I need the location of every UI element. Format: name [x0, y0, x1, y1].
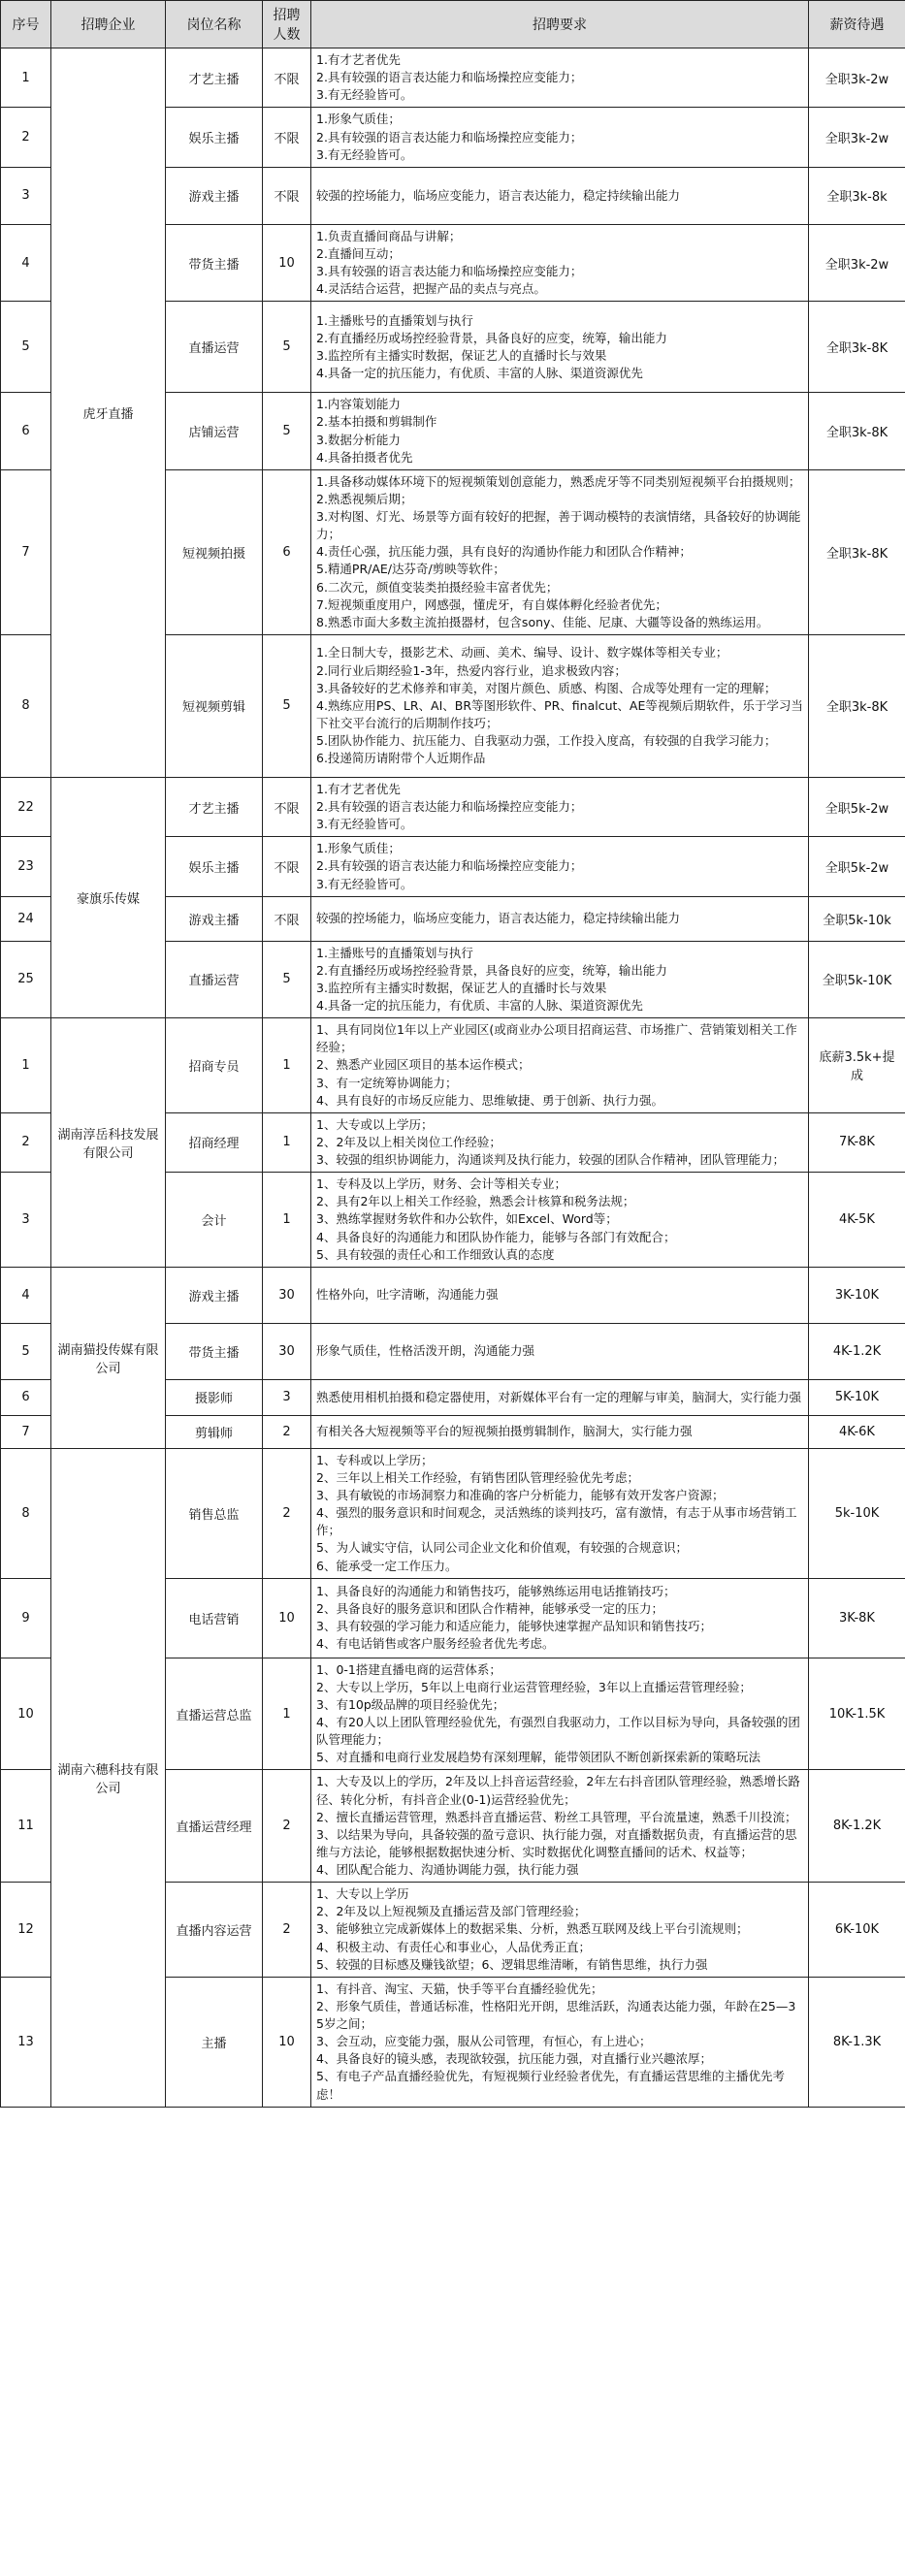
salary: 全职3k-8K [809, 302, 905, 393]
requirement-line: 2.具有较强的语言表达能力和临场操控应变能力； [316, 70, 583, 85]
row-number: 9 [1, 1578, 51, 1658]
requirement-line: 4、具备良好的镜头感，表现欲较强，抗压能力强，对直播行业兴趣浓厚； [316, 2051, 712, 2067]
requirement-line: 3、以结果为导向，具备较强的盈亏意识、执行能力强，对直播数据负责，有直播运营的思维与方法论，能够根据数据快速分析、实时数据优化调整直播间的话术、权益等； [316, 1826, 797, 1859]
hire-count: 5 [263, 393, 311, 470]
requirement-line: 1.主播账号的直播策划与执行 [316, 945, 473, 960]
hire-count: 不限 [263, 837, 311, 896]
salary: 全职3k-8K [809, 634, 905, 777]
requirement-line: 4.灵活结合运营，把握产品的卖点与亮点。 [316, 281, 546, 297]
requirements-cell [311, 302, 809, 393]
position-name: 短视频剪辑 [166, 634, 263, 777]
requirement-line: 2.基本拍摄和剪辑制作 [316, 414, 437, 430]
hire-count: 不限 [263, 108, 311, 167]
position-name: 游戏主播 [166, 167, 263, 224]
requirement-line: 3.有无经验皆可。 [316, 817, 413, 832]
hire-count: 不限 [263, 896, 311, 941]
requirement-line: 8.熟悉市面大多数主流拍摄器材，包含sony、佳能、尼康、大疆等设备的熟练运用。 [316, 614, 769, 629]
requirement-line: 7.短视频重度用户，网感强，懂虎牙，有自媒体孵化经验者优先； [316, 596, 667, 612]
hire-count: 2 [263, 1770, 311, 1883]
requirement-line: 2.有直播经历或场控经验背景，具备良好的应变，统筹，输出能力 [316, 962, 667, 978]
row-number: 23 [1, 837, 51, 896]
requirement-line: 5、为人诚实守信，认同公司企业文化和价值观，有较强的合规意识； [316, 1540, 688, 1556]
requirements-cell [311, 1267, 809, 1323]
requirement-line: 3、熟练掌握财务软件和办公软件，如Excel、Word等； [316, 1211, 618, 1227]
salary: 4K-6K [809, 1415, 905, 1448]
requirement-line: 2、具有2年以上相关工作经验，熟悉会计核算和税务法规； [316, 1194, 635, 1209]
requirement-line: 1.内容策划能力 [316, 397, 401, 412]
requirement-line: 6.投递简历请附带个人近期作品 [316, 751, 486, 766]
requirement-line: 2、三年以上相关工作经验，有销售团队管理经验优先考虑； [316, 1469, 639, 1485]
table-row [1, 48, 905, 108]
requirement-line: 1.主播账号的直播策划与执行 [316, 312, 473, 328]
requirement-line: 2.熟悉视频后期； [316, 491, 413, 506]
requirement-line: 4.熟练应用PS、LR、AI、BR等图形软件、PR、finalcut、AE等视频后期软件，乐于学习当下社交平台流行的后期制作技巧； [316, 697, 803, 730]
requirement-line: 3.具备较好的艺术修养和审美，对图片颜色、质感、构图、合成等处理有一定的理解； [316, 680, 777, 695]
requirement-line: 2、具备良好的服务意识和团队合作精神，能够承受一定的压力； [316, 1601, 663, 1616]
salary: 全职3k-2w [809, 108, 905, 167]
requirement-line: 4、强烈的服务意识和时间观念，灵活熟练的谈判技巧，富有激情，有志于从事市场营销工作； [316, 1505, 797, 1538]
row-number: 2 [1, 108, 51, 167]
requirement-line: 5、对直播和电商行业发展趋势有深刻理解，能带领团队不断创新探索新的策略玩法 [316, 1750, 760, 1765]
header-no: 序号 [1, 1, 51, 48]
requirement-line: 1.负责直播间商品与讲解； [316, 228, 462, 243]
requirement-line: 5、具有较强的责任心和工作细致认真的态度 [316, 1246, 555, 1262]
position-name: 游戏主播 [166, 1267, 263, 1323]
requirement-line: 3.监控所有主播实时数据，保证艺人的直播时长与效果 [316, 980, 607, 995]
requirement-line: 4、有电话销售或客户服务经验者优先考虑。 [316, 1636, 555, 1652]
requirement-line: 较强的控场能力，临场应变能力，语言表达能力，稳定持续输出能力 [316, 187, 681, 203]
requirement-line: 4.具备拍摄者优先 [316, 449, 413, 465]
requirements-cell [311, 167, 809, 224]
row-number: 2 [1, 1112, 51, 1172]
row-number: 4 [1, 1267, 51, 1323]
requirement-line: 1、有抖音、淘宝、天猫，快手等平台直播经验优先； [316, 1980, 603, 1996]
hire-count: 不限 [263, 777, 311, 836]
row-number: 3 [1, 167, 51, 224]
requirement-line: 2.具有较强的语言表达能力和临场操控应变能力； [316, 799, 583, 814]
position-name: 招商专员 [166, 1018, 263, 1113]
position-name: 招商经理 [166, 1112, 263, 1172]
requirements-cell [311, 224, 809, 302]
hire-count: 1 [263, 1658, 311, 1770]
salary: 全职5k-2w [809, 837, 905, 896]
hire-count: 3 [263, 1379, 311, 1415]
position-name: 才艺主播 [166, 777, 263, 836]
requirement-line: 2.有直播经历或场控经验背景，具备良好的应变，统筹，输出能力 [316, 330, 667, 345]
row-number: 10 [1, 1658, 51, 1770]
hire-count: 1 [263, 1173, 311, 1268]
position-name: 游戏主播 [166, 896, 263, 941]
requirements-cell [311, 1770, 809, 1883]
hire-count: 5 [263, 634, 311, 777]
position-name: 剪辑师 [166, 1415, 263, 1448]
header-salary: 薪资待遇 [809, 1, 905, 48]
table-row [1, 777, 905, 836]
table-header-row [1, 1, 905, 48]
salary: 10K-1.5K [809, 1658, 905, 1770]
requirement-line: 较强的控场能力，临场应变能力，语言表达能力，稳定持续输出能力 [316, 911, 681, 926]
requirement-line: 3.有无经验皆可。 [316, 876, 413, 891]
row-number: 5 [1, 1323, 51, 1379]
requirement-line: 2、熟悉产业园区项目的基本运作模式； [316, 1057, 531, 1073]
position-name: 带货主播 [166, 224, 263, 302]
requirement-line: 1、大专及以上的学历，2年及以上抖音运营经验，2年左右抖音团队管理经验，熟悉增长路径、转化分析，有抖音企业(0-1)运营经验优先； [316, 1774, 800, 1807]
requirement-line: 2.具有较强的语言表达能力和临场操控应变能力； [316, 858, 583, 874]
row-number: 6 [1, 1379, 51, 1415]
position-name: 直播运营 [166, 302, 263, 393]
position-name: 带货主播 [166, 1323, 263, 1379]
hire-count: 10 [263, 1578, 311, 1658]
header-position: 岗位名称 [166, 1, 263, 48]
requirement-line: 3、有一定统筹协调能力； [316, 1075, 458, 1090]
requirement-line: 5.精通PR/AE/达芬奇/剪映等软件； [316, 562, 505, 577]
row-number: 8 [1, 634, 51, 777]
position-name: 直播运营总监 [166, 1658, 263, 1770]
row-number: 22 [1, 777, 51, 836]
requirement-line: 有相关各大短视频等平台的短视频拍摄剪辑制作，脑洞大，实行能力强 [316, 1424, 693, 1439]
requirement-line: 3.数据分析能力 [316, 432, 401, 447]
requirement-line: 1.形象气质佳； [316, 841, 401, 856]
table-body [1, 48, 905, 2108]
position-name: 直播运营经理 [166, 1770, 263, 1883]
requirements-cell [311, 1018, 809, 1113]
row-number: 7 [1, 1415, 51, 1448]
hire-count: 30 [263, 1323, 311, 1379]
table-row [1, 1267, 905, 1323]
salary: 全职3k-8k [809, 167, 905, 224]
position-name: 直播运营 [166, 941, 263, 1018]
requirement-line: 1、专科及以上学历，财务、会计等相关专业； [316, 1176, 566, 1192]
requirement-line: 1、大专或以上学历； [316, 1116, 434, 1132]
requirements-cell [311, 1977, 809, 2107]
requirement-line: 1.具备移动媒体环境下的短视频策划创意能力，熟悉虎牙等不同类别短视频平台拍摄规则； [316, 473, 801, 489]
salary: 4K-5K [809, 1173, 905, 1268]
requirements-cell [311, 1415, 809, 1448]
requirement-line: 3、能够独立完成新媒体上的数据采集、分析，熟悉互联网及线上平台引流规则； [316, 1921, 749, 1937]
requirements-cell [311, 837, 809, 896]
hire-count: 10 [263, 1977, 311, 2107]
requirement-line: 1.全日制大专，摄影艺术、动画、美术、编导、设计、数字媒体等相关专业； [316, 645, 728, 660]
requirements-cell [311, 48, 809, 108]
company-name: 湖南淳岳科技发展有限公司 [51, 1018, 166, 1268]
requirement-line: 4.具备一定的抗压能力，有优质、丰富的人脉、渠道资源优先 [316, 365, 643, 380]
row-number: 1 [1, 48, 51, 108]
salary: 5k-10K [809, 1448, 905, 1578]
requirement-line: 1、具有同岗位1年以上产业园区(或商业办公项目招商运营、市场推广、营销策划相关工作经验； [316, 1022, 797, 1055]
requirement-line: 3、较强的组织协调能力，沟通谈判及执行能力，较强的团队合作精神，团队管理能力； [316, 1152, 785, 1167]
requirement-line: 熟悉使用相机拍摄和稳定器使用，对新媒体平台有一定的理解与审美，脑洞大，实行能力强 [316, 1389, 802, 1404]
hire-count: 1 [263, 1112, 311, 1172]
position-name: 电话营销 [166, 1578, 263, 1658]
header-requirements: 招聘要求 [311, 1, 809, 48]
salary: 5K-10K [809, 1379, 905, 1415]
salary: 7K-8K [809, 1112, 905, 1172]
row-number: 3 [1, 1173, 51, 1268]
requirement-line: 3.具有较强的语言表达能力和临场操控应变能力； [316, 264, 583, 278]
table-row [1, 1018, 905, 1113]
requirement-line: 4.责任心强，抗压能力强，具有良好的沟通协作能力和团队合作精神； [316, 544, 692, 560]
requirement-line: 3.对构图、灯光、场景等方面有较好的把握，善于调动模特的表演情绪，具备较好的协调能力； [316, 509, 801, 542]
hire-count: 2 [263, 1883, 311, 1978]
row-number: 4 [1, 224, 51, 302]
position-name: 才艺主播 [166, 48, 263, 108]
salary: 全职5k-10k [809, 896, 905, 941]
salary: 全职5k-2w [809, 777, 905, 836]
requirement-line: 3.有无经验皆可。 [316, 146, 413, 162]
requirements-cell [311, 1323, 809, 1379]
table-row [1, 1448, 905, 1578]
requirement-line: 3、具有较强的学习能力和适应能力，能够快速掌握产品知识和销售技巧； [316, 1619, 712, 1634]
position-name: 娱乐主播 [166, 837, 263, 896]
requirement-line: 1、大专以上学历 [316, 1886, 409, 1902]
hire-count: 不限 [263, 167, 311, 224]
requirement-line: 6、能承受一定工作压力。 [316, 1558, 458, 1573]
position-name: 主播 [166, 1977, 263, 2107]
requirement-line: 1.有才艺者优先 [316, 781, 401, 796]
requirements-cell [311, 941, 809, 1018]
requirements-cell [311, 1883, 809, 1978]
requirement-line: 4.具备一定的抗压能力，有优质、丰富的人脉、渠道资源优先 [316, 998, 643, 1013]
requirement-line: 4、积极主动、有责任心和事业心，人品优秀正直； [316, 1939, 591, 1954]
header-company: 招聘企业 [51, 1, 166, 48]
requirement-line: 4、具有良好的市场反应能力、思维敏捷、勇于创新、执行力强。 [316, 1092, 663, 1108]
requirement-line: 性格外向，吐字清晰，沟通能力强 [316, 1287, 499, 1303]
requirement-line: 3、具有敏锐的市场洞察力和准确的客户分析能力，能够有效开发客户资源； [316, 1488, 725, 1502]
position-name: 会计 [166, 1173, 263, 1268]
requirement-line: 5.团队协作能力、抗压能力、自我驱动力强，工作投入度高，有较强的自我学习能力； [316, 733, 777, 749]
salary: 8K-1.2K [809, 1770, 905, 1883]
requirements-cell [311, 1578, 809, 1658]
requirement-line: 3、会互动，应变能力强，服从公司管理，有恒心，有上进心； [316, 2034, 652, 2049]
hire-count: 5 [263, 941, 311, 1018]
requirements-cell [311, 469, 809, 634]
salary: 全职3k-2w [809, 224, 905, 302]
salary: 全职3k-8K [809, 393, 905, 470]
requirements-cell [311, 1448, 809, 1578]
requirement-line: 6.二次元，颜值变装类拍摄经验丰富者优先； [316, 579, 559, 595]
requirements-cell [311, 1173, 809, 1268]
requirement-line: 2、2年及以上短视频及直播运营及部门管理经验； [316, 1904, 587, 1919]
requirement-line: 4、有20人以上团队管理经验优先，有强烈自我驱动力，工作以目标为导向，具备较强的团队管理能力； [316, 1715, 800, 1748]
salary: 全职5k-10K [809, 941, 905, 1018]
hire-count: 30 [263, 1267, 311, 1323]
hire-count: 1 [263, 1018, 311, 1113]
requirement-line: 1、0-1搭建直播电商的运营体系； [316, 1661, 501, 1677]
position-name: 店铺运营 [166, 393, 263, 470]
company-name: 湖南猫投传媒有限公司 [51, 1267, 166, 1448]
row-number: 8 [1, 1448, 51, 1578]
requirement-line: 4、团队配合能力、沟通协调能力强，执行能力强 [316, 1862, 579, 1877]
requirements-cell [311, 1379, 809, 1415]
hire-count: 5 [263, 302, 311, 393]
row-number: 12 [1, 1883, 51, 1978]
row-number: 24 [1, 896, 51, 941]
requirement-line: 2.具有较强的语言表达能力和临场操控应变能力； [316, 129, 583, 145]
requirement-line: 5、较强的目标感及赚钱欲望；6、逻辑思维清晰，有销售思维，执行力强 [316, 1956, 708, 1972]
row-number: 1 [1, 1018, 51, 1113]
position-name: 短视频拍摄 [166, 469, 263, 634]
hire-count: 6 [263, 469, 311, 634]
requirement-line: 1.形象气质佳； [316, 112, 401, 127]
row-number: 11 [1, 1770, 51, 1883]
requirement-line: 1、专科或以上学历； [316, 1452, 434, 1467]
hire-count: 不限 [263, 48, 311, 108]
requirement-line: 2、形象气质佳，普通话标准，性格阳光开朗，思维活跃，沟通表达能力强，年龄在25—35岁之间； [316, 1998, 796, 2031]
requirement-line: 3.监控所有主播实时数据，保证艺人的直播时长与效果 [316, 347, 607, 363]
requirements-cell [311, 1658, 809, 1770]
salary: 底薪3.5k+提成 [809, 1018, 905, 1113]
hire-count: 10 [263, 224, 311, 302]
row-number: 13 [1, 1977, 51, 2107]
salary: 4K-1.2K [809, 1323, 905, 1379]
salary: 3K-8K [809, 1578, 905, 1658]
row-number: 6 [1, 393, 51, 470]
company-name: 豪旗乐传媒 [51, 777, 166, 1017]
row-number: 25 [1, 941, 51, 1018]
requirement-line: 2、2年及以上相关岗位工作经验； [316, 1134, 501, 1149]
position-name: 娱乐主播 [166, 108, 263, 167]
salary: 全职3k-8K [809, 469, 905, 634]
requirements-cell [311, 108, 809, 167]
requirement-line: 5、有电子产品直播经验优先，有短视频行业经验者优先，有直播运营思维的主播优先考虑！ [316, 2069, 785, 2102]
salary: 8K-1.3K [809, 1977, 905, 2107]
salary: 3K-10K [809, 1267, 905, 1323]
company-name: 虎牙直播 [51, 48, 166, 778]
row-number: 5 [1, 302, 51, 393]
requirement-line: 1、具备良好的沟通能力和销售技巧，能够熟练运用电话推销技巧； [316, 1583, 676, 1598]
hire-count: 2 [263, 1415, 311, 1448]
requirement-line: 2.同行业后期经验1-3年，热爱内容行业，追求极致内容； [316, 662, 627, 678]
position-name: 销售总监 [166, 1448, 263, 1578]
position-name: 摄影师 [166, 1379, 263, 1415]
requirements-cell [311, 634, 809, 777]
requirement-line: 4、具备良好的沟通能力和团队协作能力，能够与各部门有效配合； [316, 1229, 676, 1244]
salary: 全职3k-2w [809, 48, 905, 108]
requirements-cell [311, 1112, 809, 1172]
requirement-line: 3.有无经验皆可。 [316, 87, 413, 103]
requirement-line: 1.有才艺者优先 [316, 52, 401, 67]
requirements-cell [311, 393, 809, 470]
position-name: 直播内容运营 [166, 1883, 263, 1978]
salary: 6K-10K [809, 1883, 905, 1978]
requirement-line: 2、大专以上学历，5年以上电商行业运营管理经验，3年以上直播运营管理经验； [316, 1679, 752, 1694]
header-count: 招聘人数 [263, 1, 311, 48]
requirement-line: 3、有10p级品牌的项目经验优先； [316, 1696, 505, 1712]
company-name: 湖南六穗科技有限公司 [51, 1448, 166, 2107]
requirements-cell [311, 777, 809, 836]
requirements-cell [311, 896, 809, 941]
hire-count: 2 [263, 1448, 311, 1578]
requirement-line: 形象气质佳，性格活泼开朗，沟通能力强 [316, 1343, 535, 1359]
requirement-line: 2.直播间互动； [316, 245, 401, 261]
requirement-line: 2、擅长直播运营管理，熟悉抖音直播运营、粉丝工具管理，平台流量速，熟悉千川投流； [316, 1809, 797, 1824]
row-number: 7 [1, 469, 51, 634]
